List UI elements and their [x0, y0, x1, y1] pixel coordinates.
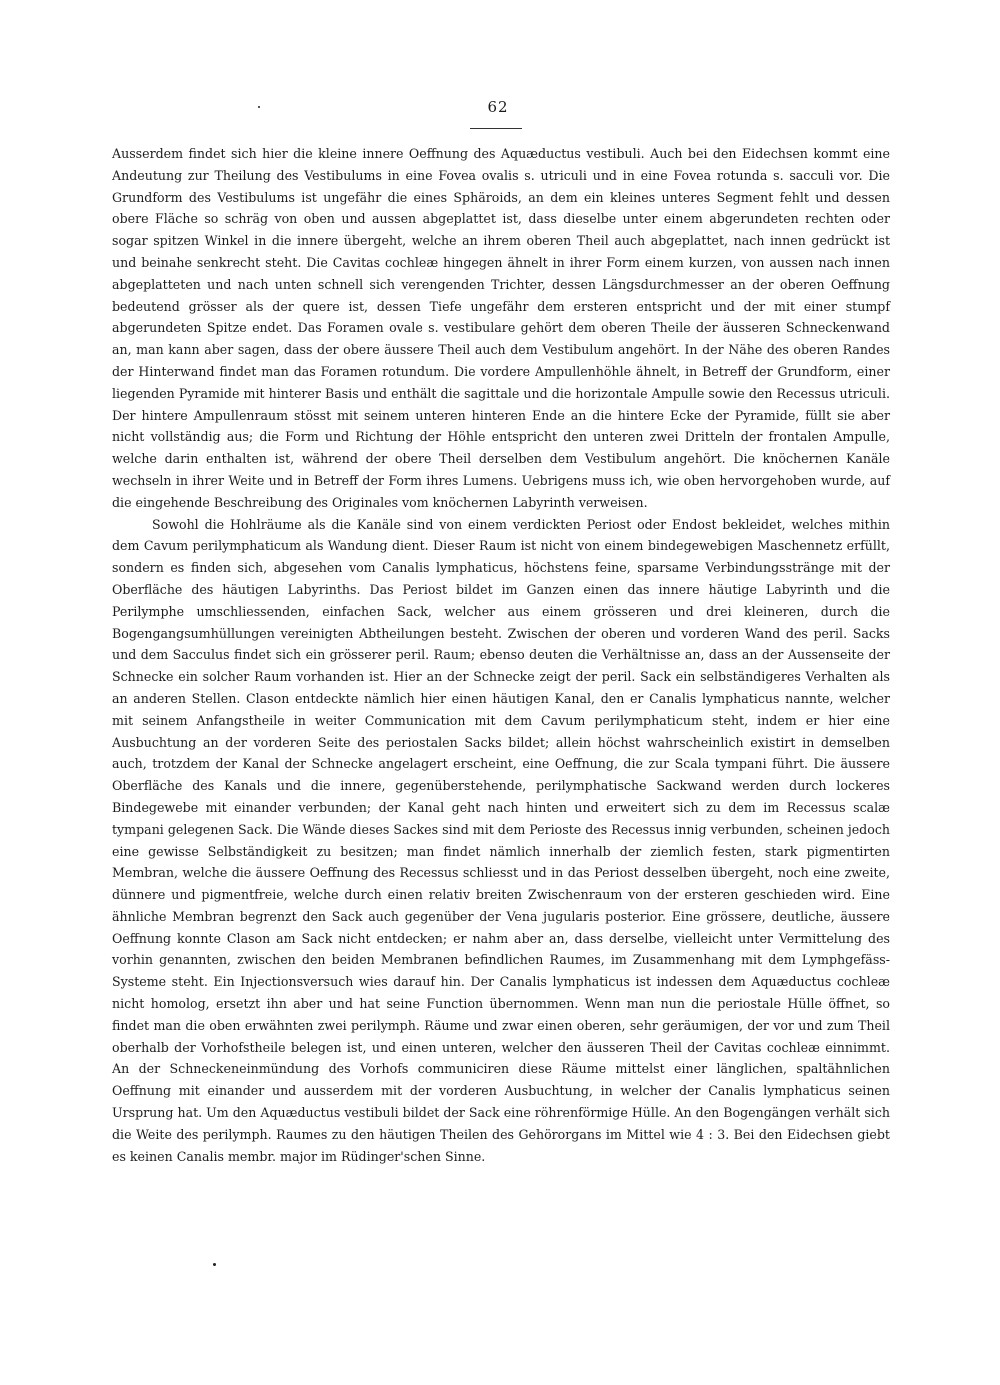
paragraph: Sowohl die Hohlräume als die Kanäle sind von einem verdickten Periost oder Endost bekleidet, welches mithin dem Cavum perilymphaticum als Wandung dient. Dieser Raum ist nicht von einem bindegewebigen Maschennetz erfüllt, sondern es finden sich, abgesehen vom Canalis lymphaticus, höchstens feine, sparsame Verbindungsstränge mit der Oberfläche des häutigen Labyrinths. Das Periost bildet im Ganzen einen das innere häutige Labyrinth und die Perilymphe umschliessenden, einfachen Sack, welcher aus einem grösseren und drei kleineren, durch die Bogengangsumhüllungen vereinigten Abtheilungen besteht. Zwischen der oberen und vorderen Wand des peril. Sacks und dem Sacculus findet sich ein grösserer peril. Raum; ebenso deuten die Verhältnisse an, dass an der Aussenseite der Schnecke ein solcher Raum vorhanden ist. Hier an der Schnecke zeigt der peril. Sack ein selbständigeres Verhalten als an anderen Stellen. Clason entdeckte nämlich hier einen häutigen Kanal, den er Canalis lymphaticus nannte, welcher mit seinem Anfangstheile in weiter Communication mit dem Cavum perilymphaticum steht, indem er hier eine Ausbuchtung an der vorderen Seite des periostalen Sacks bildet; allein höchst wahrscheinlich existirt in demselben auch, trotzdem der Kanal der Schnecke angelagert erscheint, eine Oeffnung, die zur Scala tympani führt. Die äussere Oberfläche des Kanals und die innere, gegenüberstehende, perilymphatische Sackwand werden durch lockeres Bindegewebe mit einander verbunden; der Kanal geht nach hinten und erweitert sich zu dem im Recessus scalæ tympani gelegenen Sack. Die Wände dieses Sackes sind mit dem Perioste des Recessus innig verbunden, scheinen jedoch eine gewisse Selbständigkeit zu besitzen; man findet nämlich innerhalb der ziemlich festen, stark pigmentirten Membran, welche die äussere Oeffnung des Recessus schliesst und in das Periost desselben übergeht, noch eine zweite, dünnere und pigmentfreie, welche durch einen relativ breiten Zwischenraum von der ersteren geschieden wird. Eine ähnliche Membran begrenzt den Sack auch gegenüber der Vena jugularis posterior. Eine grössere, deutliche, äussere Oeffnung konnte Clason am Sack nicht entdecken; er nahm aber an, dass derselbe, vielleicht unter Vermittelung des vorhin genannten, zwischen den beiden Membranen befindlichen Raumes, im Zusammenhang mit dem Lymphgefäss-Systeme steht. Ein Injectionsversuch wies darauf hin. Der Canalis lymphaticus ist indessen dem Aquæductus cochleæ nicht homolog, ersetzt ihn aber und hat seine Function übernommen. Wenn man nun die periostale Hülle öffnet, so findet man die oben erwähnten zwei perilymph. Räume und zwar einen oberen, sehr geräumigen, der vor und zum Theil oberhalb der Vorhofstheile belegen ist, und einen unteren, welcher den äusseren Theil der Cavitas cochleæ einnimmt. An der Schneckeneinmündung des Vorhofs communiciren diese Räume mittelst einer länglichen, spaltähnlichen Oeffnung mit einander und ausserdem mit der vorderen Ausbuchtung, in welcher der Canalis lymphaticus seinen Ursprung hat. Um den Aquæductus vestibuli bildet der Sack eine röhrenförmige Hülle. An den Bogengängen verhält sich die Weite des perilymph. Raumes zu den häutigen Theilen des Gehörorgans im Mittel wie 4 : 3. Bei den Eidechsen giebt es keinen Canalis membr. major im Rüdinger'schen Sinne. — [112, 516, 890, 1164]
paragraph: Ausserdem findet sich hier die kleine innere Oeffnung des Aquæductus vestibuli. Auch bei den Eidechsen kommt eine Andeutung zur Theilung des Vestibulums in eine Fovea ovalis s. utriculi und in eine Fovea rotunda s. sacculi vor. Die Grundform des Vestibulums ist ungefähr die eines Sphäroids, an dem ein kleines unteres Segment fehlt und dessen obere Fläche so schräg von oben und aussen abgeplattet ist, dass dieselbe unter einem abgerundeten rechten oder sogar spitzen Winkel in die innere übergeht, welche an ihrem oberen Theil auch abgeplattet, nach innen gedrückt ist und beinahe senkrecht steht. Die Cavitas cochleæ hingegen ähnelt in ihrer Form einem kurzen, von aussen nach innen abgeplatteten und nach unten schnell sich verengenden Trichter, dessen Längsdurchmesser an der oberen Oeffnung bedeutend grösser als der quere ist, dessen Tiefe ungefähr dem ersteren entspricht und der mit einer stumpf abgerundeten Spitze endet. Das Foramen ovale s. vestibulare gehört dem oberen Theile der äusseren Schneckenwand an, man kann aber sagen, dass der obere äussere Theil auch dem Vestibulum angehört. In der Nähe des oberen Randes der Hinterwand findet man das Foramen rotundum. Die vordere Ampullenhöhle ähnelt, in Betreff der Grundform, einer liegenden Pyramide mit hinterer Basis und enthält die sagittale und die horizontale Ampulle sowie den Recessus utriculi. Der hintere Ampullenraum stösst mit seinem unteren hinteren Ende an die hintere Ecke der Pyramide, füllt sie aber nicht vollständig aus; die Form und Richtung der Höhle entspricht den unteren zwei Dritteln der frontalen Ampulle, welche darin enthalten ist, während der obere Theil derselben dem Vestibulum angehört. Die knöchernen Kanäle wechseln in ihrer Weite und in Betreff der Form ihres Lumens. Uebrigens muss ich, wie oben hervorgehoben wurde, auf die eingehende Beschreibung des Originales vom knöchernen Labyrinth verweisen. — [112, 146, 890, 510]
body-text — [112, 143, 890, 1167]
ink-speck — [213, 1263, 216, 1266]
ink-speck — [258, 106, 260, 108]
page-number: 62 — [487, 98, 509, 116]
header-rule — [470, 128, 522, 129]
